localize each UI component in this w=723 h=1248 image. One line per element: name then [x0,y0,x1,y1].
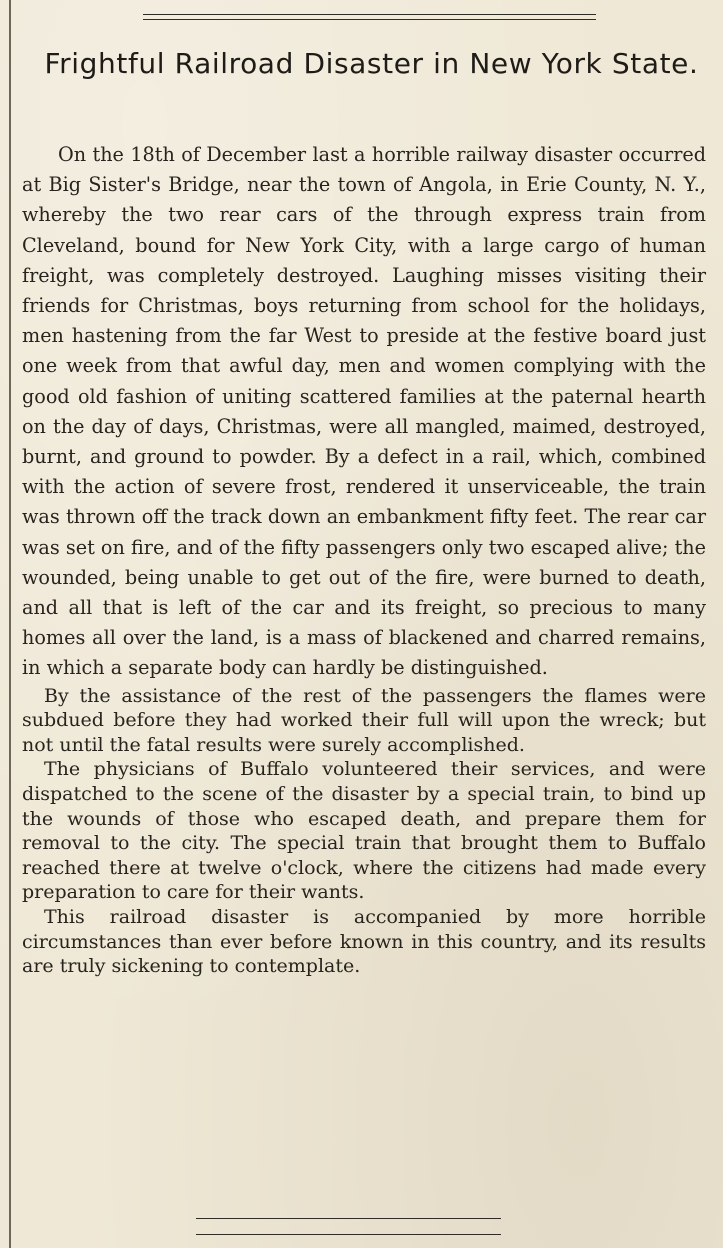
article-body [22,140,706,979]
article-paragraph-1: On the 18th of December last a horrible railway disaster occurred at Big Sister's Bridge, near the town of Angola, in Erie County, N. Y., whereby the two rear cars of the through express train from Cleveland, bound for New York City, with a large cargo of human freight, was completely destroyed. Laughing misses visiting their friends for Christmas, boys returning from school for the holidays, men hastening from the far West to preside at the festive board just one week from that awful day, men and women complying with the good old fashion of uniting scattered families at the paternal hearth on the day of days, Christmas, were all mangled, maimed, destroyed, burnt, and ground to powder. By a defect in a rail, which, combined with the action of severe frost, rendered it unserviceable, the train was thrown off the track down an embankment fifty feet. The rear car was set on fire, and of the fifty passengers only two escaped alive; the wounded, being unable to get out of the fire, were burned to death, and all that is left of the car and its freight, so precious to many homes all over the land, is a mass of blackened and charred remains, in which a separate body can hardly be distinguished. [22,143,706,680]
column-rule [9,0,11,1248]
article-headline: Frightful Railroad Disaster in New York State. [44,47,699,80]
bottom-double-rule [196,1218,501,1235]
article-paragraph-2: By the assistance of the rest of the passengers the flames were subdued before they had worked their full will upon the wreck; but not until the fatal results were surely accomplished. [22,684,706,756]
article-paragraph-3: The physicians of Buffalo volunteered their services, and were dispatched to the scene of the disaster by a special train, to bind up the wounds of those who escaped death, and prepare them for removal to the city. The special train that brought them to Buffalo reached there at twelve o'clock, where the citizens had made every preparation to care for their wants. [22,758,706,904]
article-paragraph-4: This railroad disaster is accompanied by more horrible circumstances than ever before known in this country, and its results are truly sickening to contemplate. [22,906,706,978]
top-double-rule [143,14,596,20]
